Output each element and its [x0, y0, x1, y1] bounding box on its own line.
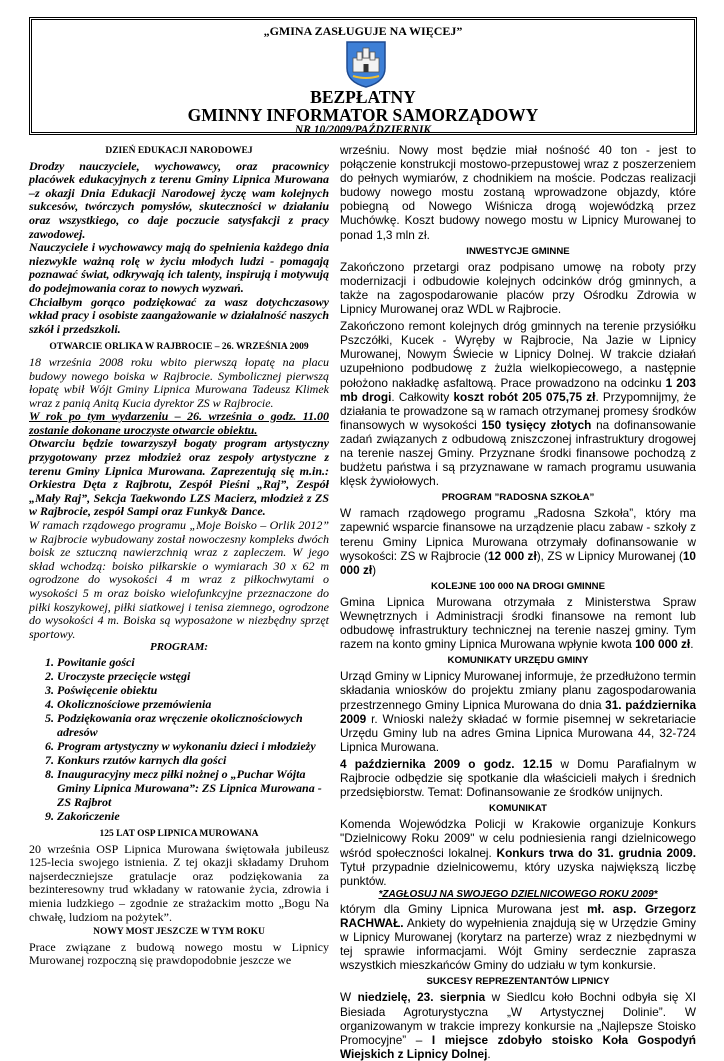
paragraph: W ramach rządowego programu „Moje Boisko – Orlik 2012” w Rajbrocie wybudowany został nowoczesny kompleks dwóch boisk ze sztuczną nawierzchnią wraz z zapleczem. W jego skład wchodzą: boisko piłkarskie o wymiarach 30 x 62 m ogrodzone do wysokości 4 m wraz z piłkochwytami o wysokości 5 m oraz boisko wielofunkcyjne przeznaczone do piłki koszykowej, piłki siatkowej i tenisa ziemnego, ogrodzone do wysokości 4 m. Boiska są wyposażone w niezbędny sprzęt sportowy.	[29, 518, 329, 641]
paragraph: 20 września OSP Lipnica Murowana świętowała jubileusz 125-lecia swojego istnienia. Z tej okazji składamy Druhom najserdeczniejsze gratulacje oraz podziękowania za bezinteresowny trud wkładany w ratowanie życia, zdrowia i mienia ludzkiego – zgodnie ze strażackim motto „Bogu Na chwałę, ludziom na pożytek”.	[29, 841, 329, 924]
left-column	[29, 143, 329, 968]
section-heading: DZIEŃ EDUKACJI NARODOWEJ	[105, 146, 253, 156]
list-item: 5. Podziękowania oraz wręczenie okolicznościowych adresów	[57, 711, 329, 739]
masthead	[29, 17, 697, 135]
paragraph: Urząd Gminy w Lipnicy Murowanej informuje, że przedłużono termin składania wniosków do projektu zmiany planu zagospodarowania przestrzennego Gminy Lipnica Murowana do dnia 31. października 2009 r. Wnioski należy składać w formie pisemnej w sekretariacie Urzędu Gminy lub na adres Gmina Lipnica Murowana 44, 32-724 Lipnica Murowana.	[340, 669, 697, 754]
paragraph: wrześniu. Nowy most będzie miał nośność 40 ton - jest to połączenie konstrukcji mostowo-przepustowej wraz z poszerzeniem do pełnych wymiarów, z chodnikiem na moście. Podczas realizacji budowy nowego mostu zostaną wprowadzone objazdy, które pobiegną od Nowego Wiśnicza drogą wojewódzką przez Muchówkę. Koszt budowy nowego mostu w Lipnicy Murowanej to ponad 1,3 mln zł.	[340, 143, 696, 242]
paragraph: W niedzielę, 23. sierpnia w Siedlcu koło Bochni odbyła się XI Biesiada Agroturystyczna „W Artystycznej Dolinie”. W organizowanym w trakcie imprezy konkursie na „Najlepsze Stoisko Promocyjne” – I miejsce zdobyło stoisko Koła Gospodyń Wiejskich z Lipnicy Dolnej.	[340, 990, 696, 1061]
list-item: 1. Powitanie gości	[57, 655, 329, 669]
masthead-title-line2: GMINNY INFORMATOR SAMORZĄDOWY	[187, 105, 539, 125]
section-heading: KOMUNIKAT	[489, 803, 547, 815]
section-heading: NOWY MOST JESZCZE W TYM ROKU	[93, 927, 265, 938]
paragraph: Drodzy nauczyciele, wychowawcy, oraz pracownicy placówek edukacyjnych z terenu Gminy Lipnica Murowana –z okazji Dnia Edukacji Narodowej życzę wam kolejnych sukcesów, twórczych pomysłów, skuteczności w działaniu oraz wszystkiego, co daje poczucie satysfakcji z pracy zawodowej.	[29, 158, 329, 241]
section-heading: KOLEJNE 100 000 NA DROGI GMINNE	[431, 580, 605, 592]
masthead-title	[32, 88, 694, 124]
paragraph: Prace związane z budową nowego mostu w Lipnicy Murowanej rozpoczną się prawdopodobnie jeszcze we	[29, 939, 329, 968]
masthead-title-line1: BEZPŁATNY	[310, 87, 416, 107]
list-item: 6. Program artystyczny w wykonaniu dzieci i młodzieży	[57, 739, 329, 753]
paragraph: W rok po tym wydarzeniu – 26. września o godz. 11.00 zostanie dokonane uroczyste otwarcie obiektu.	[29, 409, 329, 437]
list-item: 2. Uroczyste przecięcie wstęgi	[57, 669, 329, 683]
program-list	[29, 655, 329, 823]
section-heading: 125 LAT OSP LIPNICA MUROWANA	[99, 828, 259, 839]
paragraph: W ramach rządowego programu „Radosna Szkoła”, który ma zapewnić wsparcie finansowe na urządzenie placu zabaw - szkoły z terenu Gminy Lipnica Murowana otrzymały dofinansowanie w wysokości: ZS w Rajbrocie (12 000 zł), ZS w Lipnicy Murowanej (10 000 zł)	[340, 506, 696, 577]
program-heading: PROGRAM:	[149, 641, 209, 654]
section-heading: PROGRAM ”RADOSNA SZKOŁA”	[441, 492, 595, 504]
list-item: 7. Konkurs rzutów karnych dla gości	[57, 753, 329, 767]
list-item: 4. Okolicznościowe przemówienia	[57, 697, 329, 711]
list-item: 8. Inauguracyjny mecz piłki nożnej o „Puchar Wójta Gminy Lipnica Murowana”: ZS Lipnica Murowana - ZS Rajbrot	[57, 767, 329, 809]
paragraph: Nauczyciele i wychowawcy mają do spełnienia każdego dnia niezwykle ważną rolę w życiu młodych ludzi - pomagają poznawać świat, odkrywają ich talenty, inspirują i motywują do podejmowania coraz to nowych wyzwań.	[29, 240, 329, 295]
paragraph: którym dla Gminy Lipnica Murowana jest mł. asp. Grzegorz RACHWAŁ. Ankiety do wypełnienia znajdują się w Urzędzie Gminy w Lipnicy Murowanej (korytarz na parterze) wraz z niezbędnymi w tej sprawie informacjami. Wójt Gminy serdecznie zaprasza wszystkich mieszkańców Gminy do udziału w tym konkursie.	[340, 901, 696, 973]
section-heading: SUKCESY REPREZENTANTÓW LIPNICY	[426, 976, 610, 988]
section-heading: KOMUNIKATY URZĘDU GMINY	[447, 655, 589, 667]
paragraph: Komenda Wojewódzka Policji w Krakowie organizuje Konkurs "Dzielnicowy Roku 2009" w celu podniesienia rangi dzielnicowego wśród społeczności lokalnej. Konkurs trwa do 31. grudnia 2009. Tytuł przypadnie dzielnicowemu, który uzyska największą liczbę punktów.	[340, 817, 696, 888]
paragraph: Chciałbym gorąco podziękować za wasz dotychczasowy wkład pracy i osobiste zaangażowanie w działalność naszych szkół i przedszkoli.	[29, 294, 329, 336]
right-column	[340, 143, 696, 1061]
issue-number: NR 10/2009/PAŹDZIERNIK	[294, 124, 432, 136]
vote-banner: *ZAGŁOSUJ NA SWOJEGO DZIELNICOWEGO ROKU 2009*	[378, 888, 658, 900]
section-heading: OTWARCIE ORLIKA W RAJBROCIE – 26. WRZEŚNIA 2009	[49, 342, 309, 353]
masthead-motto: „GMINA ZASŁUGUJE NA WIĘCEJ”	[263, 24, 463, 38]
list-item: 9. Zakończenie	[57, 809, 329, 823]
paragraph: Otwarciu będzie towarzyszył bogaty program artystyczny przygotowany przez młodzież oraz zespoły artystyczne z terenu Gminy Lipnica Murowana. Zaprezentują się m.in.: Orkiestra Dęta z Rajbrotu, Zespół Pieśni „Raj”, Zespół „Mały Raj”, Sekcja Taekwondo LZS Macierz, młodzież z ZS w Rajbrocie, zespół Sampi oraz Funky& Dance.	[29, 436, 329, 519]
paragraph: Zakończono remont kolejnych dróg gminnych na terenie przysiółku Pszczółki, Kucek - Wyręby w Rajbrocie, Na Jazie w Lipnicy Murowanej, Nowym Świecie w Lipnicy Dolnej. W trakcie działań uzupełniono podbudowę z żużla wielkopiecowego, a następnie położono nakładkę asfaltową. Prace prowadzono na odcinku 1 203 mb drogi. Całkowity koszt robót 205 075,75 zł. Przypomnijmy, że działania te prowadzone są w ramach otrzymanej promesy środków finansowych w wysokości 150 tysięcy złotych na dofinansowanie zadań związanych z odbudową zniszczonej infrastruktury drogowej na terenie naszej Gminy. Przyznane środki finansowe pochodzą z budżetu państwa i są przyznawane w ramach programu usuwania klęsk żywiołowych.	[340, 319, 697, 489]
paragraph: 18 września 2008 roku wbito pierwszą łopatę na placu budowy nowego boiska w Rajbrocie. Symbolicznej pierwszą łopatę wbił Wójt Gminy Lipnica Murowana Tadeusz Klimek wraz z panią Anitą Kucia dyrektor ZS w Rajbrocie.	[29, 354, 329, 410]
coat-of-arms-icon	[345, 40, 387, 88]
paragraph: Gmina Lipnica Murowana otrzymała z Ministerstwa Spraw Wewnętrznych i Administracji środki finansowe na remont lub odbudowę infrastruktury technicznej na terenie naszej gminy. Tym razem na konto gminy Lipnica Murowana wpłynie kwota 100 000 zł.	[340, 594, 696, 652]
paragraph: Zakończono przetargi oraz podpisano umowę na roboty przy modernizacji i odbudowie kolejnych odcinków dróg gminnych, a także na zagospodarowanie placów przy Ośrodku Zdrowia w Lipnicy Murowanej oraz WDL w Rajbrocie.	[340, 259, 696, 317]
section-heading: INWESTYCJE GMINNE	[466, 245, 570, 257]
list-item: 3. Poświęcenie obiektu	[57, 683, 329, 697]
paragraph: 4 października 2009 o godz. 12.15 w Domu Parafialnym w Rajbrocie odbędzie się spotkanie dla właścicieli małych i średnich przedsiębiorstw. Temat: Dofinansowanie ze środków unijnych.	[340, 756, 696, 800]
